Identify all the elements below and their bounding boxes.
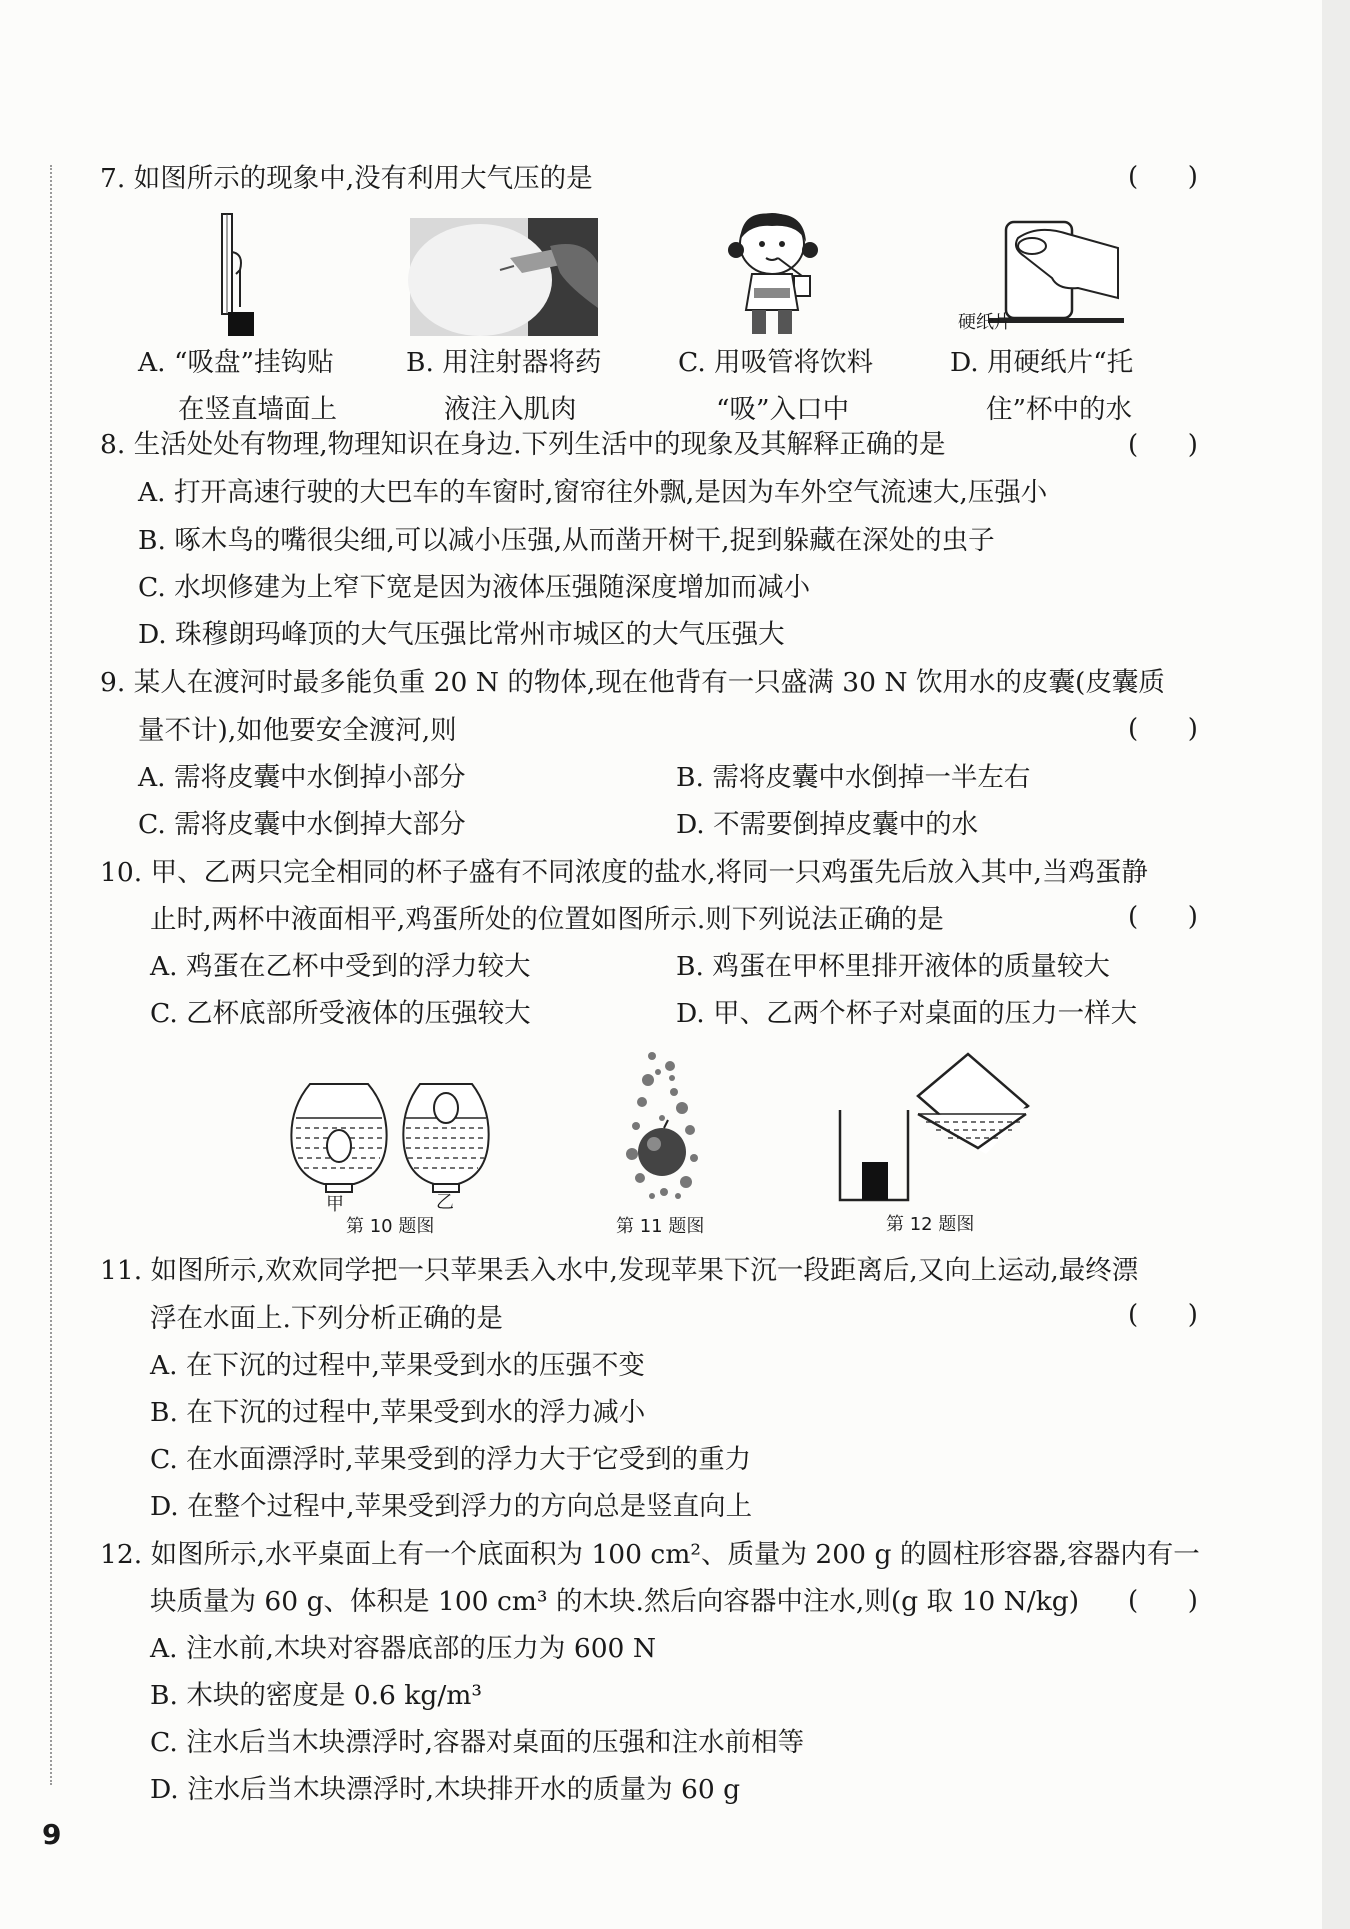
q10-figure-caption: 第 10 题图 [346,1216,435,1237]
q7-option-d-line1: D. 用硬纸片“托 [950,347,1134,378]
q7-figure-c-girl-straw [728,210,820,340]
binding-dotted-line [50,165,52,1785]
q10-stem-line2: 止时,两杯中液面相平,鸡蛋所处的位置如图所示.则下列说法正确的是 [150,904,944,935]
q10-cup-label-yi: 乙 [436,1192,454,1213]
q11-option-d: D. 在整个过程中,苹果受到浮力的方向总是竖直向上 [150,1491,753,1522]
q10-option-b: B. 鸡蛋在甲杯里排开液体的质量较大 [676,951,1110,982]
page-number: 9 [42,1818,62,1851]
q9-option-d: D. 不需要倒掉皮囊中的水 [676,809,979,840]
q11-answer-paren: ( ) [1128,1300,1198,1330]
q12-figure-container-wood [836,1050,1036,1210]
q10-option-d: D. 甲、乙两个杯子对桌面的压力一样大 [676,998,1138,1029]
q7-option-b-line2: 液注入肌肉 [444,394,577,425]
q8-stem: 8. 生活处处有物理,物理知识在身边.下列生活中的现象及其解释正确的是 [100,429,946,460]
q12-option-c: C. 注水后当木块漂浮时,容器对桌面的压强和注水前相等 [150,1727,805,1758]
q7-card-label: 硬纸片 [958,312,1012,333]
q7-figure-a-suction-hook [210,212,260,342]
q11-figure-apple-in-water [612,1046,712,1206]
q10-answer-paren: ( ) [1128,902,1198,932]
q9-stem-line1: 9. 某人在渡河时最多能负重 20 N 的物体,现在他背有一只盛满 30 N 饮用水的皮囊(皮囊质 [100,667,1165,698]
q7-option-b-line1: B. 用注射器将药 [406,347,602,378]
q11-option-c: C. 在水面漂浮时,苹果受到的浮力大于它受到的重力 [150,1444,752,1475]
q8-answer-paren: ( ) [1128,430,1198,460]
q10-figure-cups [290,1080,490,1200]
q12-option-d: D. 注水后当木块漂浮时,木块排开水的质量为 60 g [150,1774,741,1805]
q10-cup-label-jia: 甲 [326,1194,344,1215]
q9-answer-paren: ( ) [1128,714,1198,744]
q7-option-c-line1: C. 用吸管将饮料 [678,347,874,378]
q12-option-a: A. 注水前,木块对容器底部的压力为 600 N [150,1633,657,1664]
q9-option-a: A. 需将皮囊中水倒掉小部分 [138,762,466,793]
q7-option-a-line1: A. “吸盘”挂钩贴 [138,347,334,378]
q7-option-a-line2: 在竖直墙面上 [178,394,337,425]
q7-option-d-line2: 住”杯中的水 [986,394,1133,425]
q12-figure-caption: 第 12 题图 [886,1214,975,1235]
q7-stem: 7. 如图所示的现象中,没有利用大气压的是 [100,163,593,194]
page-edge-shade [1322,0,1350,1929]
q9-stem-line2: 量不计),如他要安全渡河,则 [138,715,457,746]
q10-option-a: A. 鸡蛋在乙杯中受到的浮力较大 [150,951,531,982]
q8-option-d: D. 珠穆朗玛峰顶的大气压强比常州市城区的大气压强大 [138,619,785,650]
q12-option-b: B. 木块的密度是 0.6 kg/m³ [150,1680,483,1711]
q11-figure-caption: 第 11 题图 [616,1216,705,1237]
q8-option-a: A. 打开高速行驶的大巴车的车窗时,窗帘往外飘,是因为车外空气流速大,压强小 [138,477,1048,508]
q8-option-c: C. 水坝修建为上窄下宽是因为液体压强随深度增加而减小 [138,572,811,603]
q11-option-a: A. 在下沉的过程中,苹果受到水的压强不变 [150,1350,645,1381]
q7-option-c-line2: “吸”入口中 [716,394,850,425]
q11-option-b: B. 在下沉的过程中,苹果受到水的浮力减小 [150,1397,646,1428]
q12-stem-line1: 12. 如图所示,水平桌面上有一个底面积为 100 cm²、质量为 200 g 的圆柱形容器,容器内有一 [100,1539,1200,1570]
q9-option-b: B. 需将皮囊中水倒掉一半左右 [676,762,1031,793]
q11-stem-line2: 浮在水面上.下列分析正确的是 [150,1303,503,1334]
q9-option-c: C. 需将皮囊中水倒掉大部分 [138,809,466,840]
q10-option-c: C. 乙杯底部所受液体的压强较大 [150,998,531,1029]
q8-option-b: B. 啄木鸟的嘴很尖细,可以减小压强,从而凿开树干,捉到躲藏在深处的虫子 [138,525,995,556]
q12-answer-paren: ( ) [1128,1586,1198,1616]
q10-stem-line1: 10. 甲、乙两只完全相同的杯子盛有不同浓度的盐水,将同一只鸡蛋先后放入其中,当鸡蛋静 [100,857,1148,888]
q11-stem-line1: 11. 如图所示,欢欢同学把一只苹果丢入水中,发现苹果下沉一段距离后,又向上运动,最终漂 [100,1255,1139,1286]
q7-figure-b-syringe-photo [410,218,598,336]
q12-stem-line2: 块质量为 60 g、体积是 100 cm³ 的木块.然后向容器中注水,则(g 取 10 N/kg) [150,1586,1080,1617]
q7-answer-paren: ( ) [1128,162,1198,192]
